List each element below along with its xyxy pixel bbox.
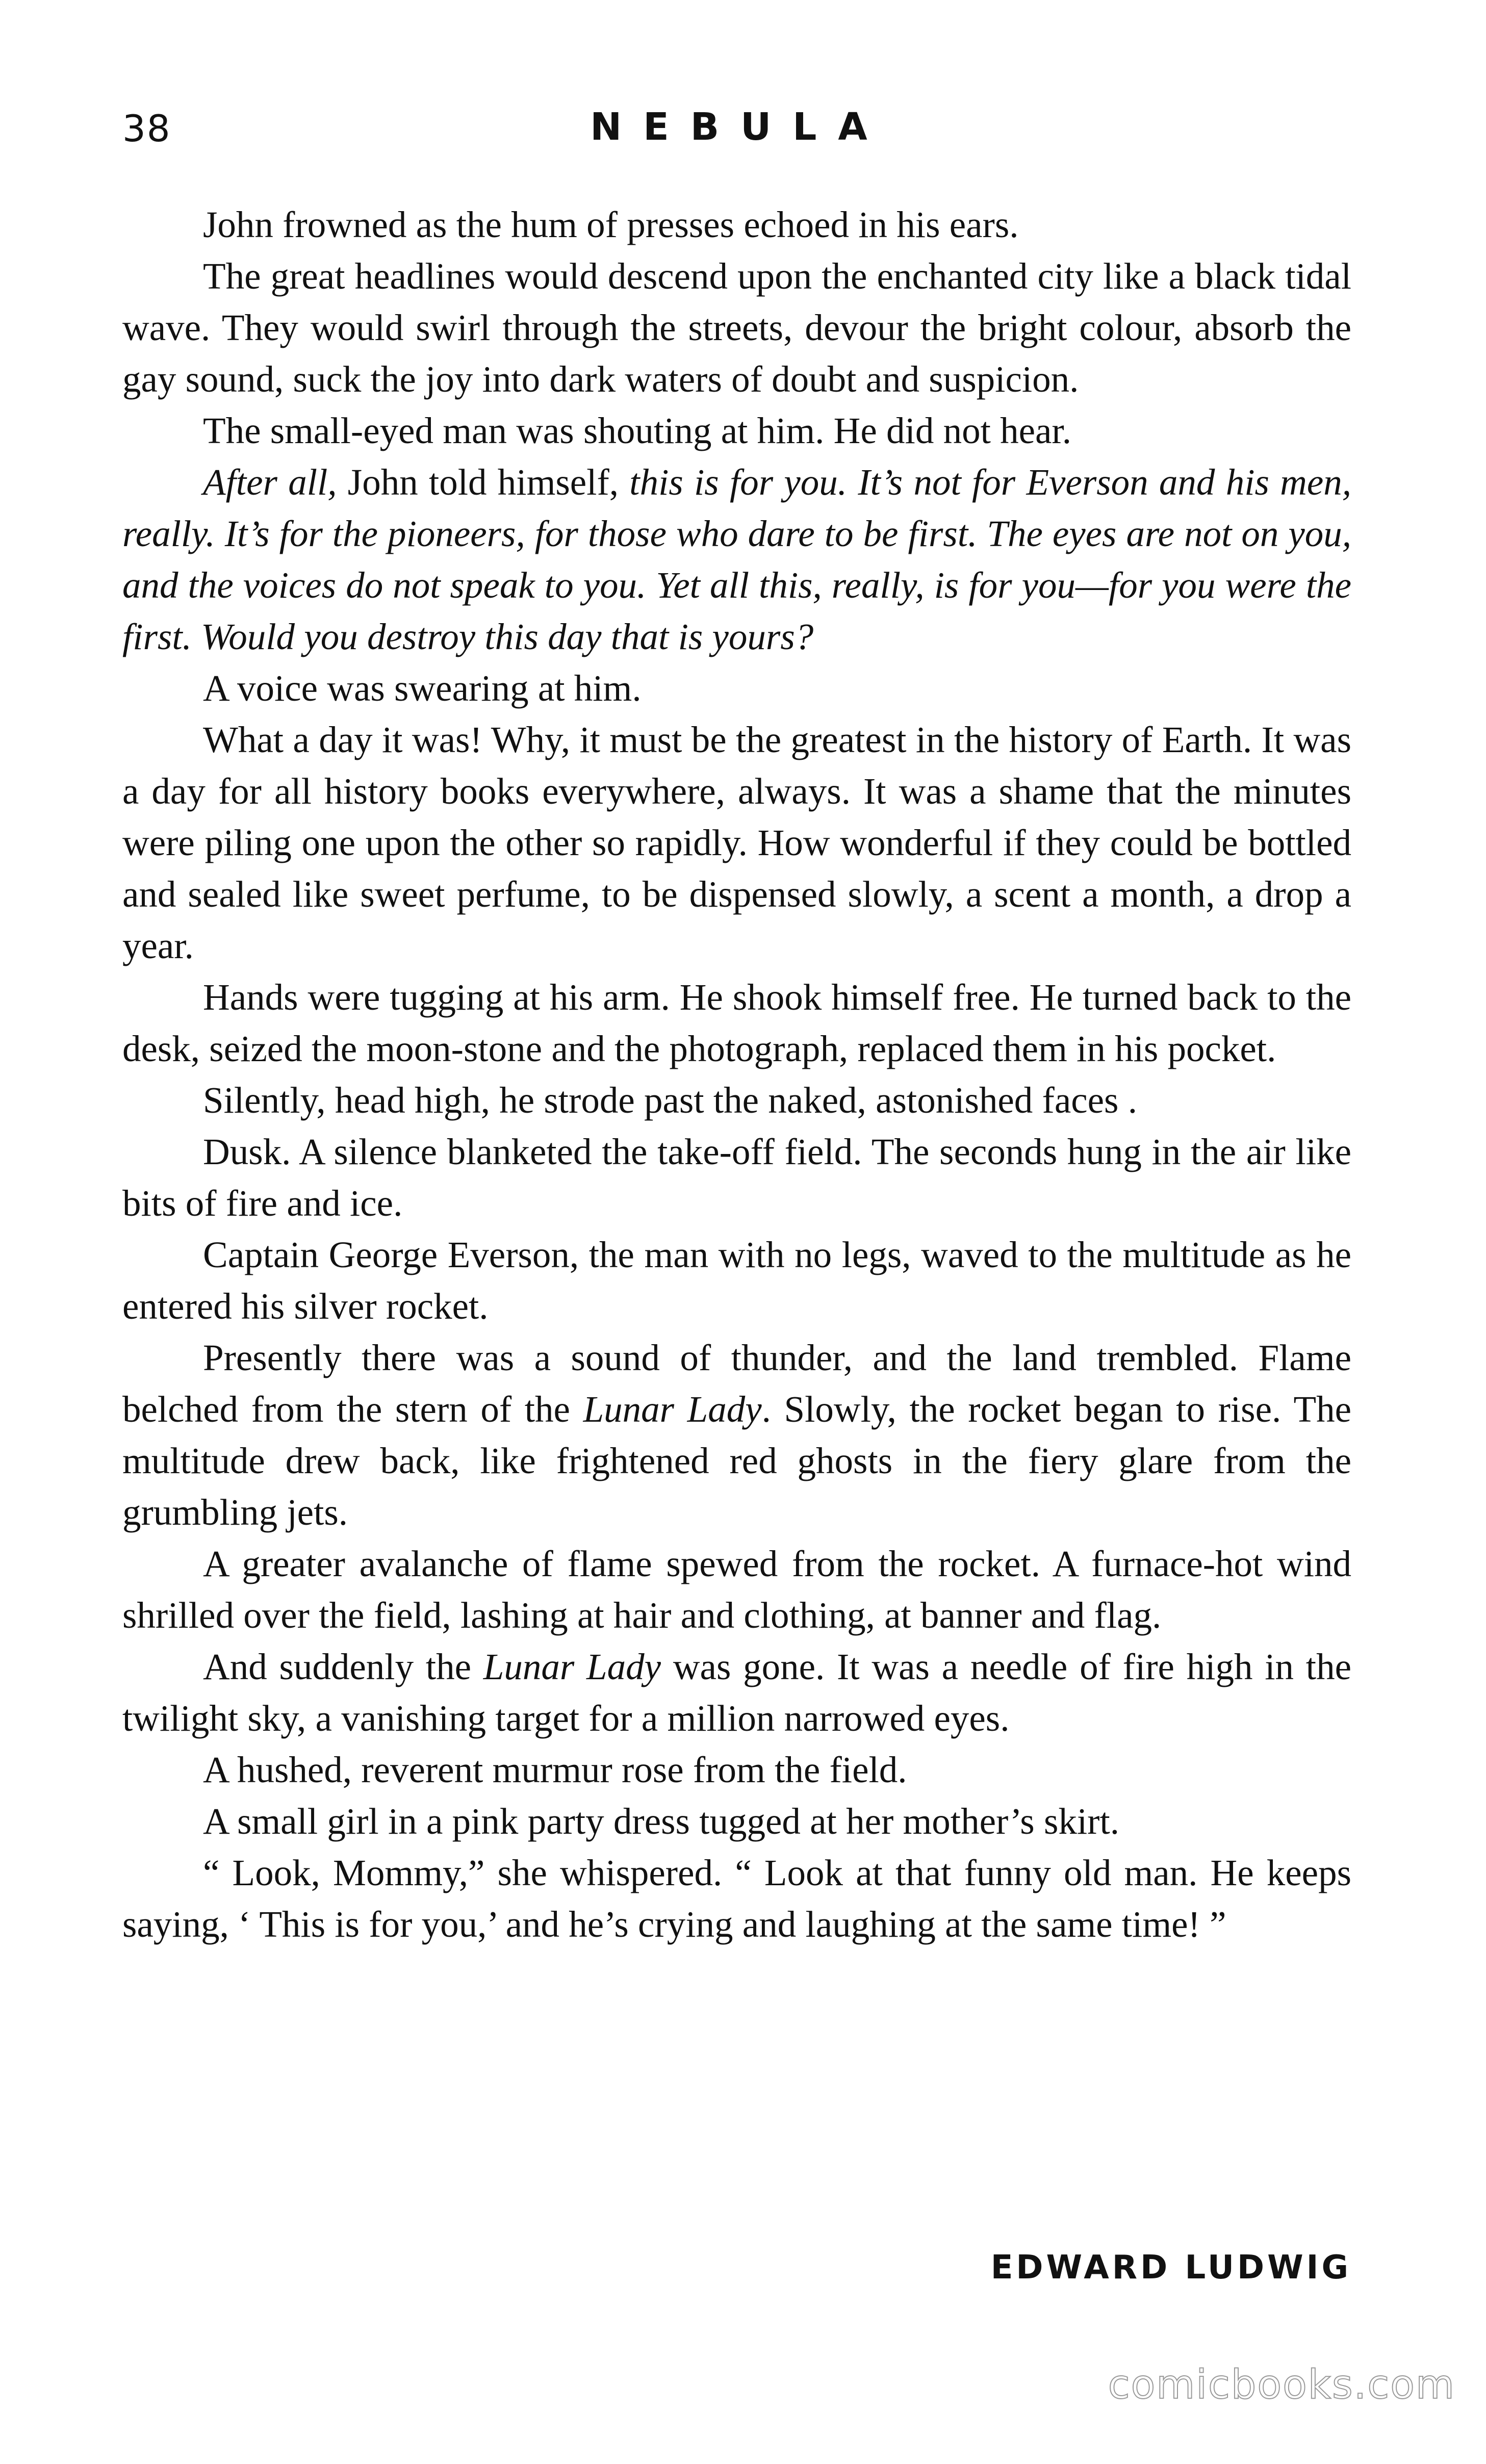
paragraph: A hushed, reverent murmur rose from the field. <box>203 1749 907 1790</box>
paragraph: The great headlines would descend upon the enchanted city like a black tidal wave. They would swirl through the streets, devour the bright colour, absorb the gay sound, suck the joy into dark waters of doubt and suspicion. <box>122 255 1351 400</box>
paragraph: Hands were tugging at his arm. He shook himself free. He turned back to the desk, seized the moon-stone and the photograph, replaced them in his pocket. <box>122 977 1351 1069</box>
paragraph: What a day it was! Why, it must be the greatest in the history of Earth. It was a day for all history books everywhere, always. It was a shame that the minutes were piling one upon the other so rapidly. How wonderful if they could be bottled and sealed like sweet perfume, to be dispensed slowly, a scent a month, a drop a year. <box>122 719 1351 966</box>
author-signature: EDWARD LUDWIG <box>990 2249 1351 2287</box>
page-number: 38 <box>122 107 171 150</box>
ship-name: Lunar Lady <box>483 1646 661 1687</box>
paragraph: A greater avalanche of flame spewed from the rocket. A furnace-hot wind shrilled over the field, lashing at hair and clothing, at banner and flag. <box>122 1543 1351 1636</box>
paragraph: Captain George Everson, the man with no legs, waved to the multitude as he entered his silver rocket. <box>122 1234 1351 1327</box>
ship-name: Lunar Lady <box>583 1389 762 1430</box>
italic-thought-paragraph <box>122 456 1351 662</box>
paragraph: John frowned as the hum of presses echoed in his ears. <box>203 204 1019 245</box>
italic-phrase: this is for you. It’s not for Everson and his men, really. It’s for the pioneers, for those who dare to be first. The eyes are not on you, and the voices do not speak to you. Yet all this, really, is for you—for you were the first. Would you destroy this day that is yours? <box>122 461 1352 657</box>
story-text <box>122 199 1351 1950</box>
paragraph: A voice was swearing at him. <box>203 668 642 709</box>
rocket-gone-paragraph <box>122 1641 1351 1744</box>
paragraph: Dusk. A silence blanketed the take-off field. The seconds hung in the air like bits of fire and ice. <box>122 1131 1351 1224</box>
watermark: comicbooks.com <box>1108 2362 1455 2408</box>
text-run: . Slowly, the rocket began to rise. The multitude drew back, like frightened red ghosts in the fiery glare from the grumbling jets. <box>122 1389 1351 1533</box>
upright-phrase: John told himself, <box>337 461 630 503</box>
rocket-launch-paragraph <box>122 1332 1351 1538</box>
running-title: NEBULA <box>590 105 889 149</box>
page-header <box>122 97 1346 168</box>
paragraph: Silently, head high, he strode past the naked, astonished faces . <box>203 1080 1137 1121</box>
text-run: was gone. It was a needle of fire high in the twilight sky, a vanishing target for a million narrowed eyes. <box>122 1646 1351 1739</box>
italic-phrase: After all, <box>203 461 337 503</box>
text-run: Presently there was a sound of thunder, and the land trembled. Flame belched from the stern of the <box>122 1337 1351 1430</box>
paragraph: “ Look, Mommy,” she whispered. “ Look at that funny old man. He keeps saying, ‘ This is for you,’ and he’s crying and laughing at the same time! ” <box>122 1852 1351 1945</box>
text-run: And suddenly the <box>203 1646 483 1687</box>
paragraph: The small-eyed man was shouting at him. He did not hear. <box>203 410 1071 451</box>
paragraph: A small girl in a pink party dress tugged at her mother’s skirt. <box>203 1801 1119 1842</box>
